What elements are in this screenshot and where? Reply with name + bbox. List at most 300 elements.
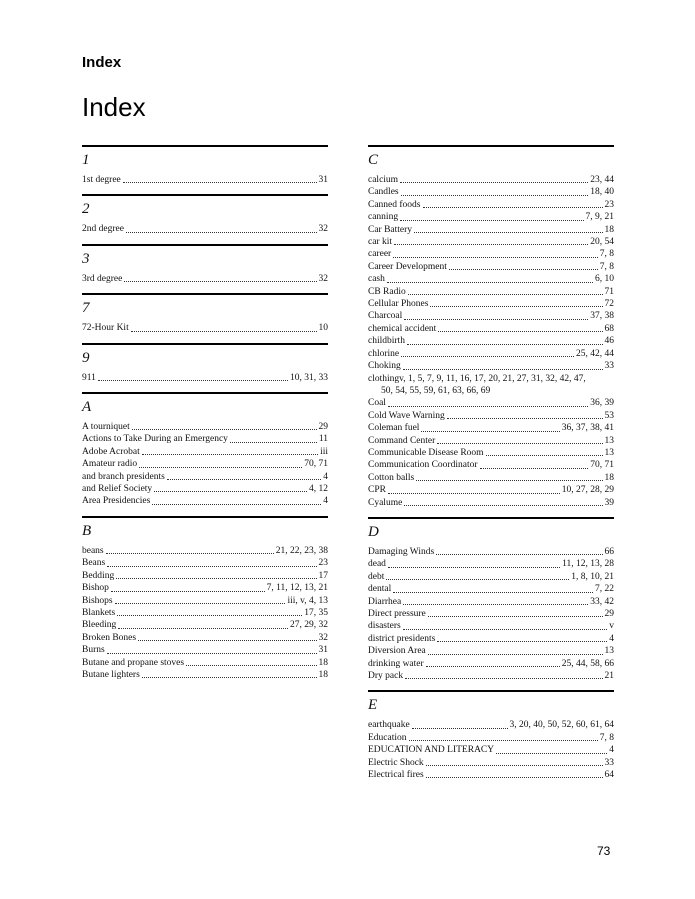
index-entry	[368, 558, 614, 570]
dot-leader	[409, 740, 598, 741]
entry-term: Butane lighters	[82, 669, 140, 680]
entry-pages: 4	[323, 496, 328, 507]
entry-term: Blankets	[82, 607, 116, 618]
index-entry	[82, 483, 328, 495]
index-section	[82, 516, 328, 689]
dot-leader	[115, 603, 286, 604]
entry-pages: 10	[318, 323, 328, 334]
entry-pages: v	[609, 621, 614, 632]
dot-leader	[496, 753, 607, 754]
entry-pages: 13	[604, 646, 614, 657]
index-entry	[368, 546, 614, 558]
entry-term: EDUCATION AND LITERACY	[368, 745, 495, 756]
index-entry	[368, 472, 614, 484]
index-entry	[368, 447, 614, 459]
entry-pages: 4, 12	[309, 484, 328, 495]
index-entry	[82, 619, 328, 631]
dot-leader	[437, 641, 607, 642]
dot-leader	[123, 182, 317, 183]
entry-term: Bleeding	[82, 620, 117, 631]
index-entry	[368, 323, 614, 335]
dot-leader	[403, 604, 588, 605]
dot-leader	[412, 728, 508, 729]
index-entry	[368, 571, 614, 583]
dot-leader	[403, 369, 603, 370]
entry-pages: 18, 40	[590, 187, 614, 198]
dot-leader	[449, 269, 598, 270]
entry-term: Education	[368, 732, 407, 743]
entry-term: Coal	[368, 398, 386, 409]
entry-term: Butane and propane stoves	[82, 657, 185, 668]
index-entry	[82, 495, 328, 507]
entry-term: Canned foods	[368, 199, 421, 210]
entry-pages: 10, 27, 28, 29	[561, 485, 614, 496]
section-letter: A	[82, 392, 328, 421]
entry-term: Amateur radio	[82, 459, 138, 470]
section-entries	[368, 546, 614, 682]
index-entry	[368, 769, 614, 781]
index-section	[82, 343, 328, 392]
index-entry	[368, 422, 614, 434]
dot-leader	[423, 207, 603, 208]
entry-term: A tourniquet	[82, 422, 130, 433]
section-gap	[82, 508, 328, 516]
index-entry	[82, 595, 328, 607]
entry-pages: 66	[604, 546, 614, 557]
entry-term: Electric Shock	[368, 757, 424, 768]
index-entry	[368, 670, 614, 682]
entry-pages: 7, 22	[595, 584, 614, 595]
section-entries	[368, 174, 614, 509]
index-section	[82, 194, 328, 243]
index-entry	[368, 224, 614, 236]
entry-term: dead	[368, 559, 386, 570]
section-entries	[82, 322, 328, 334]
entry-term: Car Battery	[368, 224, 413, 235]
entry-pages: 36, 39	[590, 398, 614, 409]
entry-term: Diversion Area	[368, 646, 426, 657]
index-section	[82, 145, 328, 194]
entry-pages: iii	[320, 446, 328, 457]
dot-leader	[388, 406, 588, 407]
entry-term: Career Development	[368, 261, 447, 272]
section-gap	[368, 781, 614, 789]
entry-term: cash	[368, 274, 385, 285]
dot-leader	[387, 282, 593, 283]
index-entry	[368, 645, 614, 657]
index-entry	[82, 471, 328, 483]
dot-leader	[480, 468, 589, 469]
entry-pages: 71	[604, 286, 614, 297]
dot-leader	[142, 677, 317, 678]
entry-term: Electrical fires	[368, 770, 424, 781]
section-letter: 1	[82, 145, 328, 174]
entry-term: clothingv, 1, 5, 7, 9, 11, 16, 17, 20, 21, 27, 31, 32, 42, 47,	[368, 373, 586, 384]
entry-pages: 33	[604, 361, 614, 372]
section-gap	[82, 285, 328, 293]
dot-leader	[230, 442, 317, 443]
index-entry	[368, 596, 614, 608]
entry-term: and branch presidents	[82, 471, 165, 482]
entry-pages: 20, 54	[590, 237, 614, 248]
index-section	[368, 145, 614, 517]
page-number: 73	[597, 844, 611, 858]
index-entry	[368, 459, 614, 471]
entry-pages: 7, 11, 12, 13, 21	[266, 583, 328, 594]
entry-pages: 4	[609, 633, 614, 644]
dot-leader	[428, 654, 603, 655]
entry-term: Actions to Take During an Emergency	[82, 434, 228, 445]
dot-leader	[386, 579, 569, 580]
entry-term: Cyalume	[368, 497, 403, 508]
entry-term: beans	[82, 545, 104, 556]
entry-term: Diarrhea	[368, 596, 402, 607]
index-entry	[368, 658, 614, 670]
index-entry	[82, 446, 328, 458]
entry-term: Bishop	[82, 583, 109, 594]
entry-term: 72-Hour Kit	[82, 323, 129, 334]
dot-leader	[400, 182, 588, 183]
entry-pages: 11, 12, 13, 28	[562, 559, 614, 570]
entry-term: Charcoal	[368, 311, 403, 322]
dot-leader	[118, 628, 288, 629]
entry-term: Cold Wave Warning	[368, 410, 445, 421]
index-entry	[82, 433, 328, 445]
running-head: Index	[82, 54, 122, 71]
dot-leader	[131, 331, 317, 332]
index-entry	[368, 583, 614, 595]
entry-pages: 32	[318, 632, 328, 643]
index-entry	[82, 273, 328, 285]
dot-leader	[186, 665, 316, 666]
index-entry	[368, 286, 614, 298]
dot-leader	[393, 592, 593, 593]
entry-term: Command Center	[368, 435, 436, 446]
dot-leader	[152, 504, 321, 505]
index-entry	[82, 174, 328, 186]
section-entries	[82, 421, 328, 508]
entry-pages: 18	[318, 657, 328, 668]
dot-leader	[447, 418, 603, 419]
index-section	[82, 244, 328, 293]
index-entry	[82, 223, 328, 235]
dot-leader	[437, 443, 602, 444]
entry-term: Cellular Phones	[368, 299, 429, 310]
entry-pages: 7, 9, 21	[585, 212, 614, 223]
index-entry	[368, 211, 614, 223]
entry-pages: 10, 31, 33	[290, 372, 328, 383]
entry-term: and Relief Society	[82, 484, 153, 495]
section-letter: D	[368, 517, 614, 546]
entry-term: Communicable Disease Room	[368, 447, 484, 458]
index-entry	[82, 421, 328, 433]
entry-term: Broken Bones	[82, 632, 137, 643]
entry-term: Bedding	[82, 570, 115, 581]
index-entry	[368, 335, 614, 347]
entry-term: 3rd degree	[82, 273, 123, 284]
entry-term: calcium	[368, 175, 399, 185]
dot-leader	[138, 640, 316, 641]
entry-pages: 53	[604, 410, 614, 421]
entry-pages: 18	[604, 472, 614, 483]
dot-leader	[126, 232, 317, 233]
entry-pages: 68	[604, 323, 614, 334]
entry-pages: 72	[604, 299, 614, 310]
entry-pages: 31	[318, 175, 328, 185]
section-letter: B	[82, 516, 328, 545]
section-entries	[368, 719, 614, 781]
entry-term: debt	[368, 571, 385, 582]
index-entry	[368, 236, 614, 248]
index-entry	[82, 582, 328, 594]
entry-pages: 32	[318, 273, 328, 284]
entry-pages: 23, 44	[590, 175, 614, 185]
index-entry	[368, 620, 614, 632]
index-section	[82, 392, 328, 516]
entry-pages: 29	[318, 422, 328, 433]
entry-pages: 39	[604, 497, 614, 508]
entry-pages: 50, 54, 55, 59, 61, 63, 66, 69	[381, 385, 491, 396]
dot-leader	[388, 567, 560, 568]
entry-pages: 13	[604, 447, 614, 458]
entry-pages: 21	[604, 671, 614, 682]
entry-term: Damaging Winds	[368, 546, 435, 557]
entry-pages: 4	[609, 745, 614, 756]
index-entry	[368, 484, 614, 496]
entry-term: Candles	[368, 187, 399, 198]
entry-term: chemical accident	[368, 323, 437, 334]
entry-term: CPR	[368, 485, 386, 496]
entry-pages: 17, 35	[304, 607, 328, 618]
entry-pages: 70, 71	[590, 460, 614, 471]
index-entry	[368, 719, 614, 731]
entry-pages: 4	[323, 471, 328, 482]
entry-pages: 29	[604, 609, 614, 619]
entry-pages: 46	[604, 336, 614, 347]
section-entries	[82, 372, 328, 384]
dot-leader	[98, 380, 288, 381]
entry-term: Coleman fuel	[368, 423, 420, 434]
entry-term: Bishops	[82, 595, 113, 606]
entry-term: Area Presidencies	[82, 496, 151, 507]
section-entries	[82, 273, 328, 285]
index-entry	[82, 458, 328, 470]
index-section	[82, 293, 328, 342]
section-gap	[82, 236, 328, 244]
index-entry	[368, 199, 614, 211]
dot-leader	[400, 220, 583, 221]
dot-leader	[388, 493, 560, 494]
entry-term: chlorine	[368, 348, 400, 359]
section-letter: 3	[82, 244, 328, 273]
dot-leader	[430, 306, 602, 307]
entry-term: Cotton balls	[368, 472, 415, 483]
dot-leader	[111, 591, 265, 592]
dot-leader	[416, 480, 602, 481]
dot-leader	[117, 615, 302, 616]
entry-pages: 33	[604, 757, 614, 768]
entry-pages: 1, 8, 10, 21	[571, 571, 614, 582]
dot-leader	[393, 257, 598, 258]
dot-leader	[404, 319, 588, 320]
dot-leader	[403, 629, 608, 630]
index-column-left	[82, 145, 328, 689]
index-entry	[82, 372, 328, 384]
entry-term: 911	[82, 372, 96, 383]
section-gap	[82, 186, 328, 194]
entry-pages: 36, 37, 38, 41	[561, 423, 614, 434]
dot-leader	[401, 195, 589, 196]
entry-term: career	[368, 249, 392, 260]
index-entry	[368, 410, 614, 422]
entry-term: Communication Coordinator	[368, 460, 478, 471]
entry-pages: 6, 10	[595, 274, 614, 285]
entry-term: CB Radio	[368, 286, 406, 297]
section-entries	[82, 174, 328, 186]
dot-leader	[142, 454, 318, 455]
index-entry	[82, 644, 328, 656]
index-entry	[368, 248, 614, 260]
index-entry	[368, 174, 614, 186]
index-entry	[82, 607, 328, 619]
dot-leader	[394, 244, 588, 245]
index-entry	[82, 669, 328, 681]
index-entry	[82, 545, 328, 557]
dot-leader	[132, 429, 317, 430]
index-entry	[368, 360, 614, 372]
dot-leader	[407, 344, 603, 345]
entry-pages: iii, v, 4, 13	[287, 595, 328, 606]
index-entry	[368, 608, 614, 620]
index-entry	[82, 657, 328, 669]
dot-leader	[426, 666, 560, 667]
dot-leader	[404, 505, 602, 506]
index-entry	[368, 397, 614, 409]
dot-leader	[107, 653, 317, 654]
dot-leader	[401, 356, 574, 357]
entry-pages: 7, 8	[599, 261, 614, 272]
index-entry	[82, 570, 328, 582]
section-gap	[368, 682, 614, 690]
entry-pages: 17	[318, 570, 328, 581]
entry-term: 1st degree	[82, 175, 121, 185]
index-entry	[368, 310, 614, 322]
entry-pages: 31	[318, 645, 328, 656]
dot-leader	[426, 777, 603, 778]
entry-term: earthquake	[368, 720, 410, 731]
index-entry	[368, 732, 614, 744]
section-entries	[82, 545, 328, 681]
section-letter: C	[368, 145, 614, 174]
index-section	[368, 690, 614, 789]
dot-leader	[414, 232, 602, 233]
index-entry	[82, 322, 328, 334]
index-entry	[368, 633, 614, 645]
section-gap	[82, 681, 328, 689]
section-gap	[82, 335, 328, 343]
index-entry	[368, 186, 614, 198]
section-letter: 2	[82, 194, 328, 223]
entry-pages: 18	[318, 669, 328, 680]
index-entry	[368, 744, 614, 756]
index-entry	[368, 373, 614, 398]
entry-pages: 23	[604, 199, 614, 210]
entry-term: disasters	[368, 621, 401, 632]
dot-leader	[426, 765, 603, 766]
entry-term: drinking water	[368, 658, 424, 669]
entry-term: Burns	[82, 645, 105, 656]
dot-leader	[154, 491, 307, 492]
dot-leader	[116, 578, 316, 579]
entry-pages: 33, 42	[590, 596, 614, 607]
entry-pages: 70, 71	[304, 459, 328, 470]
index-entry	[82, 632, 328, 644]
dot-leader	[107, 566, 316, 567]
section-entries	[82, 223, 328, 235]
entry-pages: 13	[604, 435, 614, 446]
dot-leader	[124, 281, 316, 282]
section-letter: 7	[82, 293, 328, 322]
dot-leader	[106, 553, 274, 554]
dot-leader	[139, 467, 302, 468]
dot-leader	[167, 479, 321, 480]
entry-term: Choking	[368, 361, 401, 372]
entry-pages: 27, 29, 32	[290, 620, 328, 631]
index-entry	[368, 298, 614, 310]
entry-term: 2nd degree	[82, 224, 124, 235]
entry-pages: 7, 8	[599, 249, 614, 260]
index-entry	[368, 273, 614, 285]
dot-leader	[428, 616, 603, 617]
section-gap	[82, 384, 328, 392]
entry-term: Beans	[82, 558, 106, 569]
entry-pages: 3, 20, 40, 50, 52, 60, 61, 64	[509, 720, 614, 731]
section-gap	[368, 509, 614, 517]
entry-pages: 64	[604, 770, 614, 781]
entry-pages: 21, 22, 23, 38	[275, 545, 328, 556]
entry-pages: 25, 42, 44	[576, 348, 614, 359]
dot-leader	[421, 431, 559, 432]
entry-pages: 7, 8	[599, 732, 614, 743]
entry-pages: 37, 38	[590, 311, 614, 322]
dot-leader	[408, 294, 603, 295]
entry-term: car kit	[368, 237, 393, 248]
index-entry	[368, 348, 614, 360]
index-section	[368, 517, 614, 690]
index-entry	[368, 497, 614, 509]
index-entry	[368, 757, 614, 769]
entry-pages: 32	[318, 224, 328, 235]
entry-pages: 23	[318, 558, 328, 569]
entry-term: Dry pack	[368, 671, 404, 682]
entry-term: canning	[368, 212, 399, 223]
page-title: Index	[82, 92, 146, 122]
entry-pages: 25, 44, 58, 66	[561, 658, 614, 669]
entry-term: Adobe Acrobat	[82, 446, 140, 457]
index-entry	[368, 261, 614, 273]
index-entry	[368, 435, 614, 447]
dot-leader	[438, 331, 602, 332]
index-entry	[82, 557, 328, 569]
entry-pages: 11	[318, 434, 328, 445]
index-column-right	[368, 145, 614, 789]
entry-term: Direct pressure	[368, 609, 426, 619]
section-letter: E	[368, 690, 614, 719]
entry-pages: 18	[604, 224, 614, 235]
entry-term: district presidents	[368, 633, 436, 644]
entry-term: dental	[368, 584, 392, 595]
dot-leader	[486, 455, 603, 456]
